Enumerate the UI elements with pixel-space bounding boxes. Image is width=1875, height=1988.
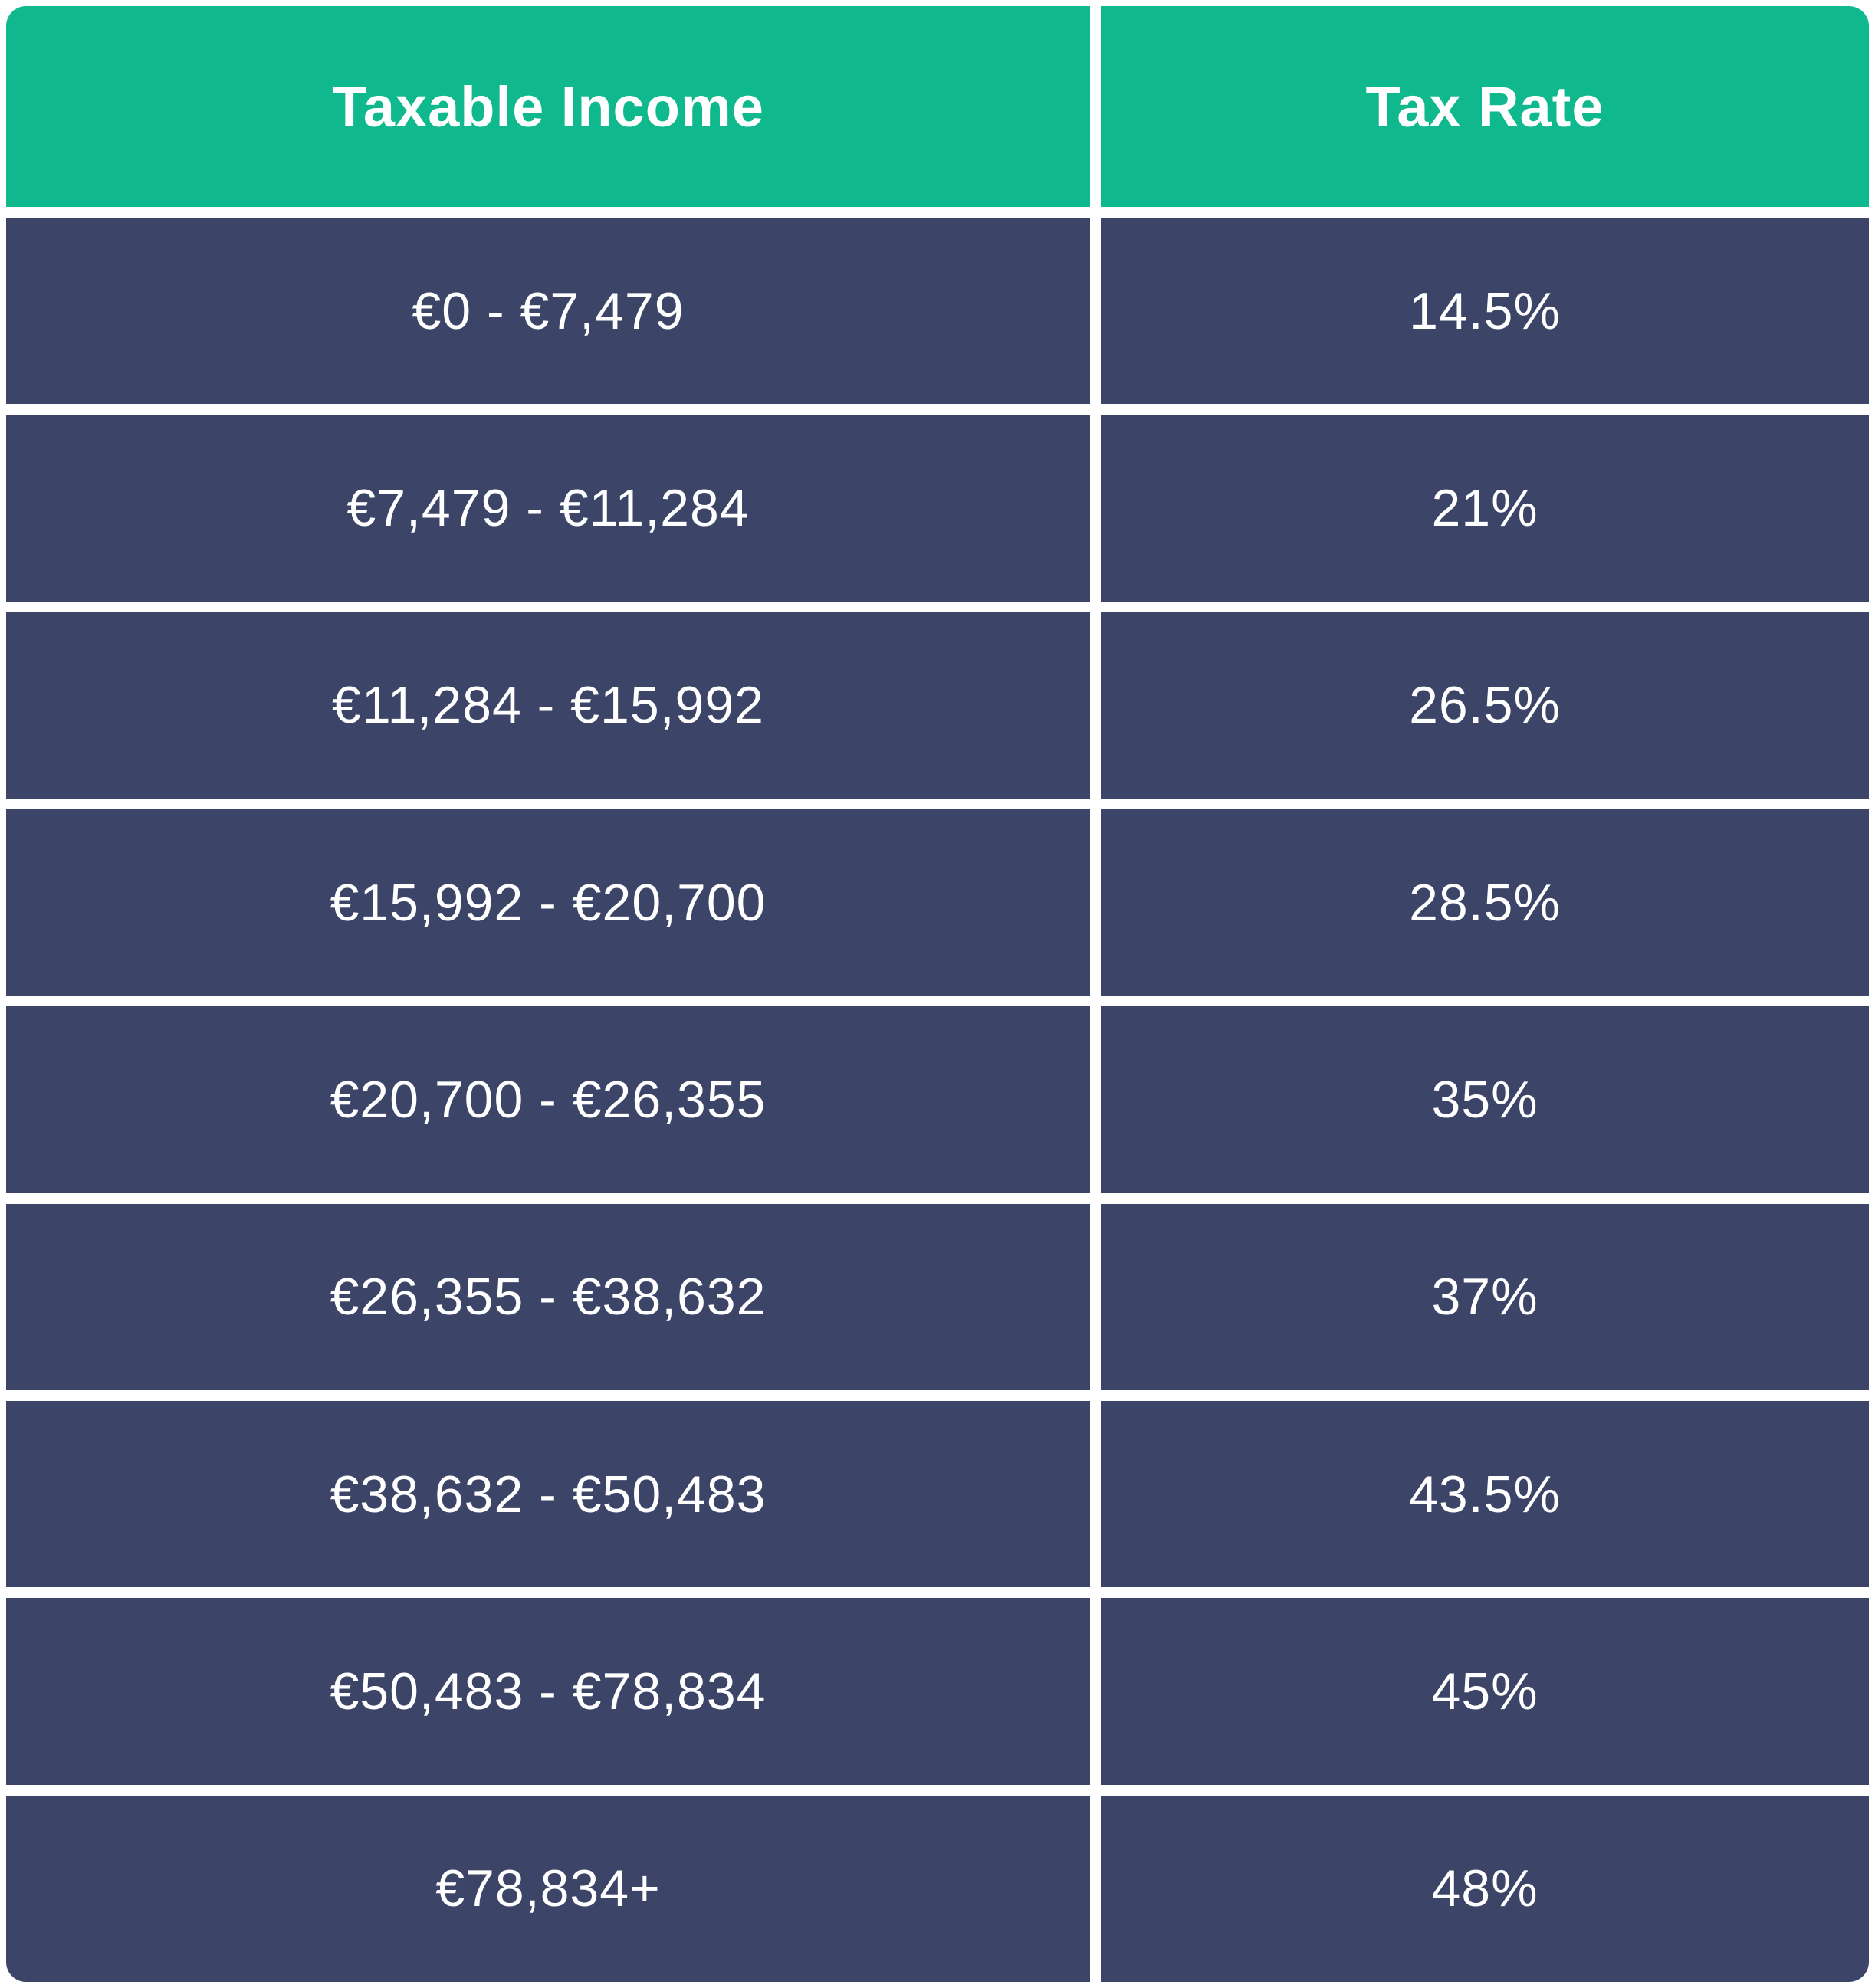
rate-cell: 45% [1101, 1598, 1869, 1784]
rate-cell: 14.5% [1101, 218, 1869, 404]
rate-cell: 35% [1101, 1006, 1869, 1192]
rate-cell: 43.5% [1101, 1401, 1869, 1587]
header-taxable-income: Taxable Income [6, 6, 1090, 207]
rate-cell: 28.5% [1101, 809, 1869, 996]
rate-cell: 26.5% [1101, 612, 1869, 799]
income-cell: €11,284 - €15,992 [6, 612, 1090, 799]
rate-cell: 21% [1101, 415, 1869, 601]
income-cell: €50,483 - €78,834 [6, 1598, 1090, 1784]
income-cell: €38,632 - €50,483 [6, 1401, 1090, 1587]
income-cell: €26,355 - €38,632 [6, 1204, 1090, 1390]
income-cell: €7,479 - €11,284 [6, 415, 1090, 601]
tax-rate-table [6, 6, 1869, 1982]
header-tax-rate: Tax Rate [1101, 6, 1869, 207]
rate-cell: 48% [1101, 1796, 1869, 1982]
income-cell: €78,834+ [6, 1796, 1090, 1982]
income-cell: €0 - €7,479 [6, 218, 1090, 404]
rate-cell: 37% [1101, 1204, 1869, 1390]
income-cell: €15,992 - €20,700 [6, 809, 1090, 996]
income-cell: €20,700 - €26,355 [6, 1006, 1090, 1192]
